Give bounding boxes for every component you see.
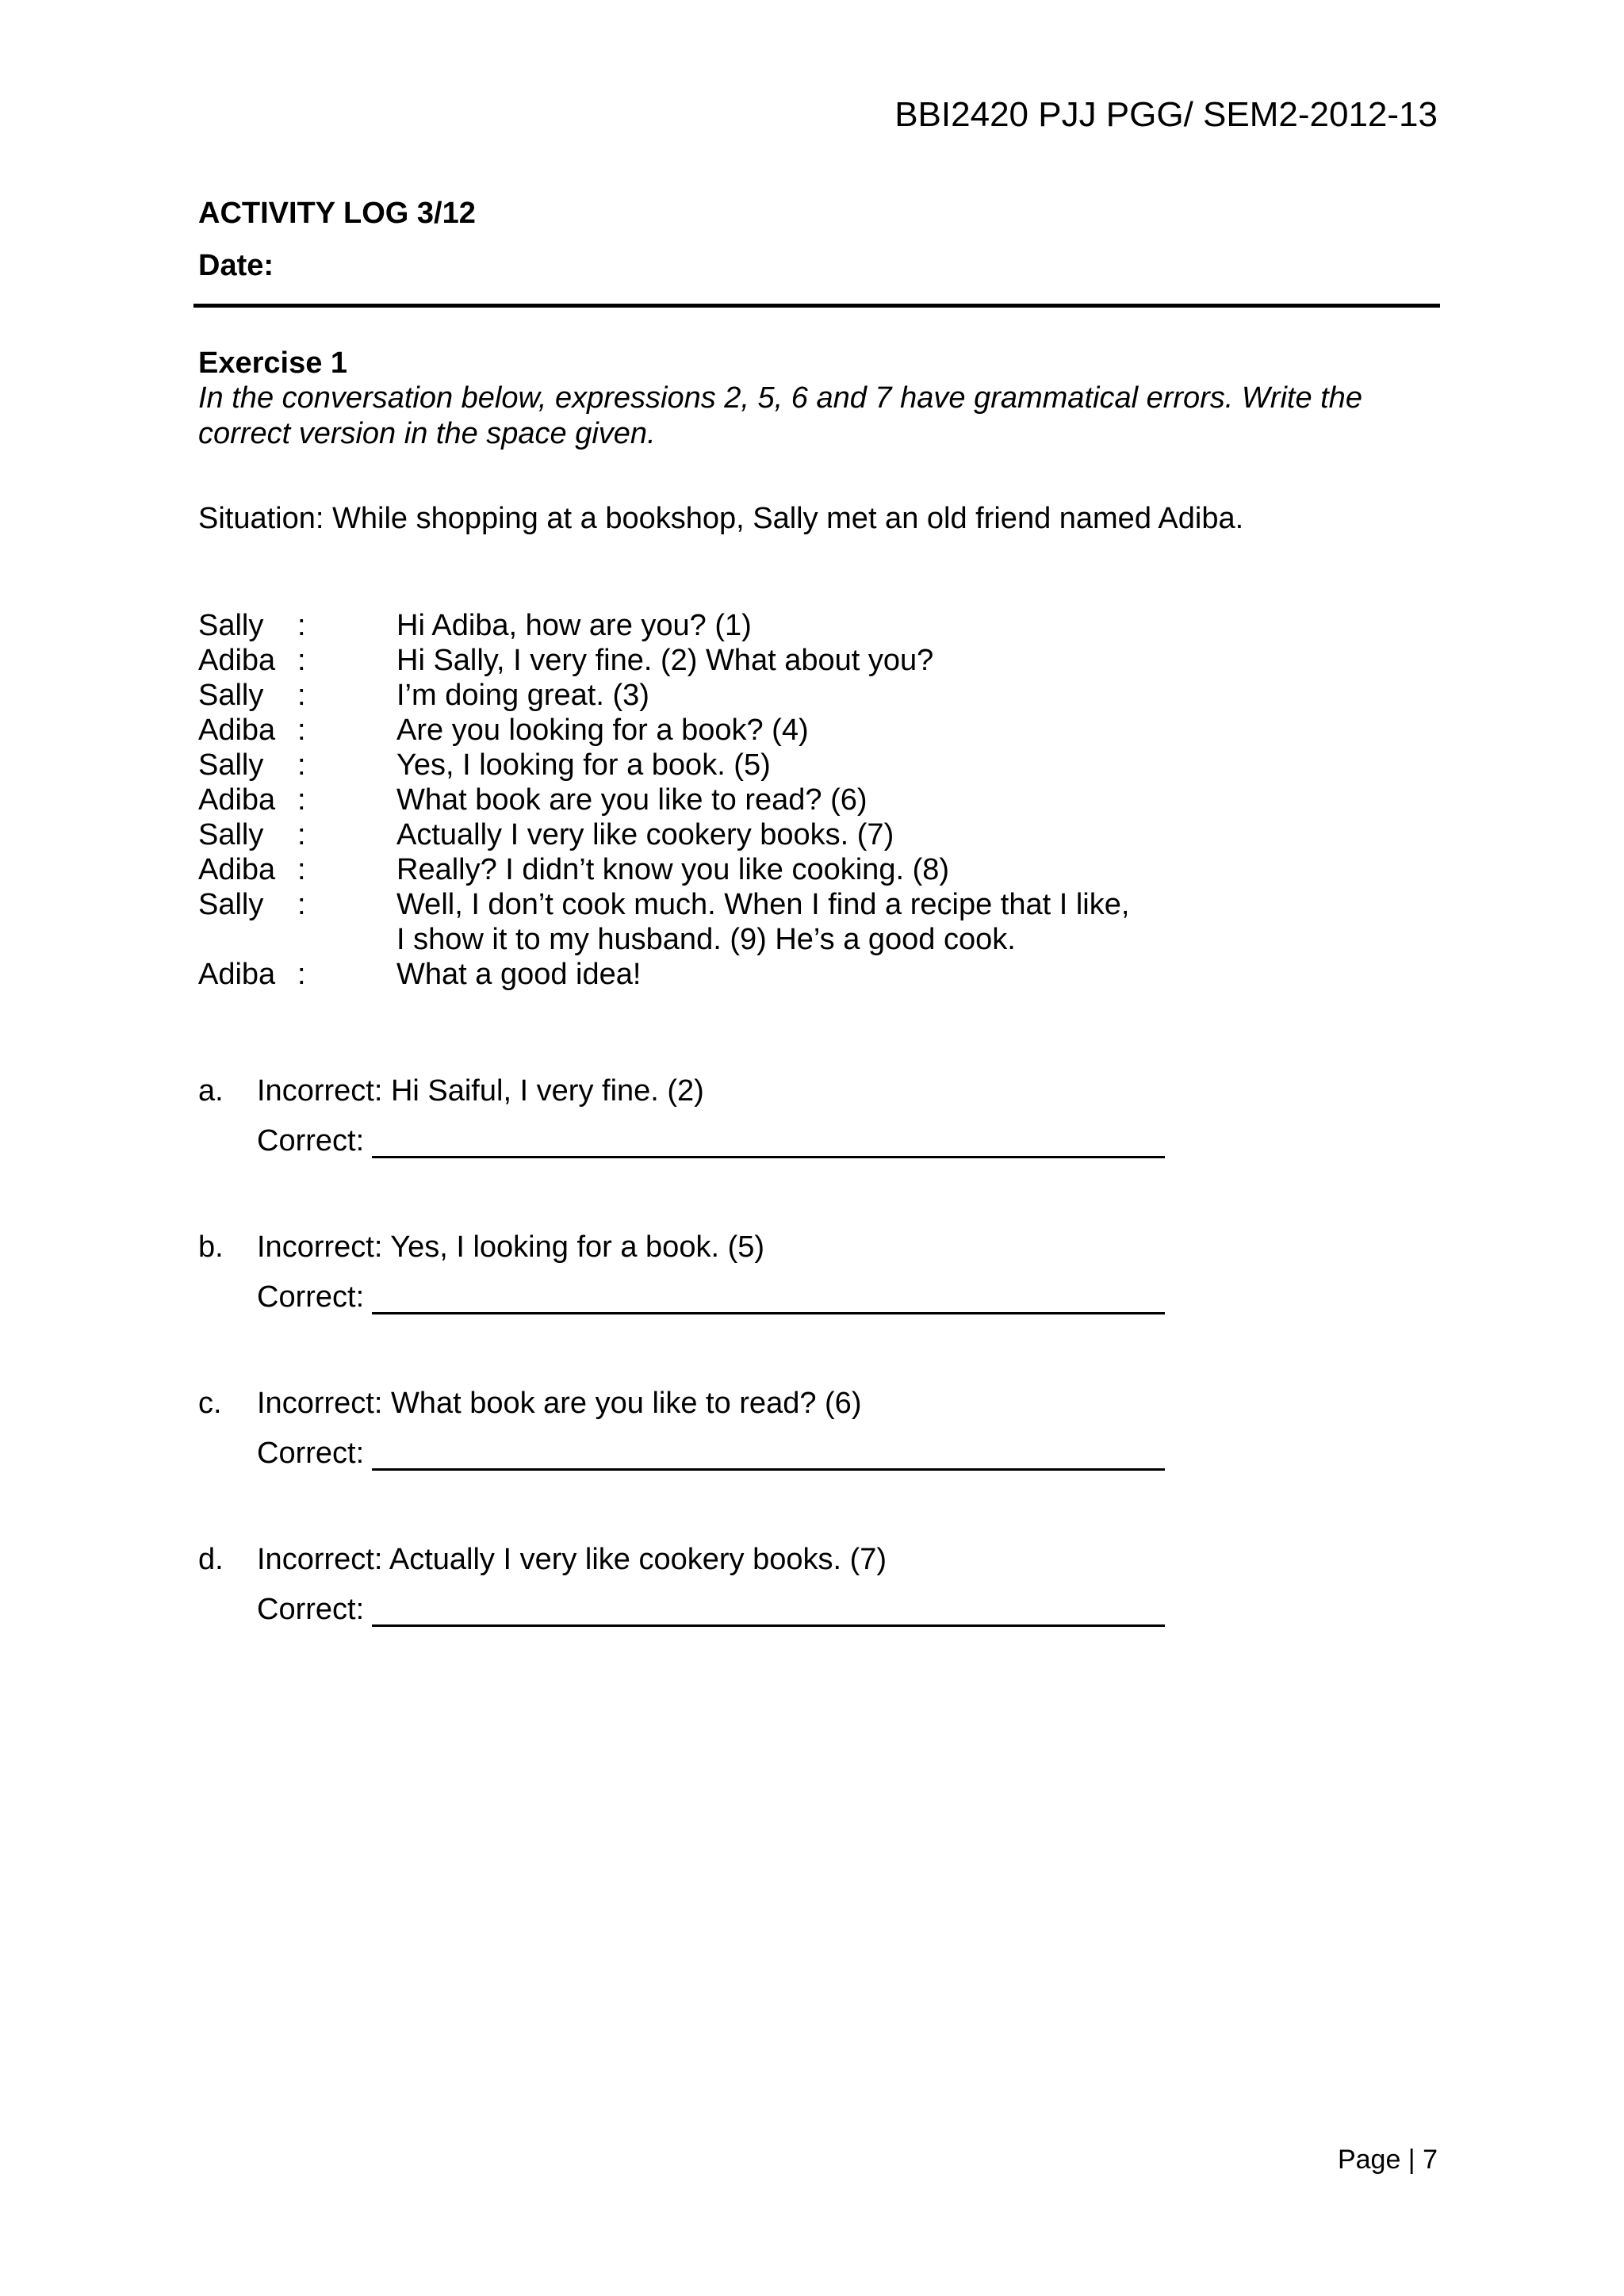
- dialogue-row: [198, 678, 1388, 713]
- dialogue-row: [198, 783, 1388, 817]
- question-d: [198, 1542, 1245, 1627]
- incorrect-text: Incorrect: Hi Saiful, I very fine. (2): [257, 1074, 704, 1108]
- answer-blank[interactable]: [372, 1596, 1165, 1627]
- question-letter: a.: [198, 1074, 224, 1108]
- dialogue-colon: :: [297, 888, 306, 921]
- question-letter: b.: [198, 1230, 224, 1264]
- dialogue-colon: :: [297, 714, 306, 747]
- correct-label: Correct:: [257, 1280, 365, 1314]
- dialogue-speaker: Sally: [198, 818, 264, 851]
- incorrect-text: Incorrect: Yes, I looking for a book. (5): [257, 1230, 765, 1264]
- dialogue-speaker: Adiba: [198, 644, 276, 677]
- dialogue-line: What a good idea!: [396, 958, 642, 991]
- dialogue-line: Yes, I looking for a book. (5): [396, 748, 771, 782]
- correct-label: Correct:: [257, 1593, 365, 1626]
- dialogue-line: Actually I very like cookery books. (7): [396, 818, 894, 851]
- dialogue-line: Hi Adiba, how are you? (1): [396, 609, 752, 642]
- dialogue-row: [198, 887, 1388, 957]
- dialogue-row: [198, 957, 1388, 992]
- dialogue-speaker: Sally: [198, 748, 264, 782]
- question-b: [198, 1230, 1245, 1314]
- dialogue-colon: :: [297, 853, 306, 886]
- incorrect-text: Incorrect: What book are you like to read? (6): [257, 1387, 862, 1420]
- dialogue-colon: :: [297, 958, 306, 991]
- activity-log-title: ACTIVITY LOG 3/12: [198, 197, 476, 230]
- answer-blank[interactable]: [372, 1127, 1165, 1158]
- dialogue-speaker: Adiba: [198, 958, 276, 991]
- dialogue-row: [198, 713, 1388, 748]
- correct-label: Correct:: [257, 1437, 365, 1470]
- situation-text: Situation: While shopping at a bookshop, Sally met an old friend named Adiba.: [198, 502, 1244, 535]
- dialogue-line: Hi Sally, I very fine. (2) What about you?: [396, 644, 934, 677]
- question-a: [198, 1073, 1245, 1158]
- dialogue: [198, 608, 1388, 992]
- dialogue-line: What book are you like to read? (6): [396, 783, 868, 817]
- question-letter: c.: [198, 1387, 222, 1420]
- dialogue-speaker: Sally: [198, 679, 264, 712]
- dialogue-row: [198, 852, 1388, 887]
- dialogue-colon: :: [297, 644, 306, 677]
- dialogue-line: I show it to my husband. (9) He’s a good cook.: [396, 923, 1016, 956]
- dialogue-colon: :: [297, 679, 306, 712]
- course-code-header: BBI2420 PJJ PGG/ SEM2-2012-13: [894, 95, 1438, 134]
- dialogue-line: Are you looking for a book? (4): [396, 714, 809, 747]
- dialogue-colon: :: [297, 748, 306, 782]
- dialogue-speaker: Sally: [198, 609, 264, 642]
- header-divider: [193, 304, 1440, 308]
- dialogue-row: [198, 817, 1388, 852]
- incorrect-text: Incorrect: Actually I very like cookery books. (7): [257, 1543, 887, 1576]
- correct-label: Correct:: [257, 1124, 365, 1158]
- dialogue-line: I’m doing great. (3): [396, 679, 649, 712]
- dialogue-colon: :: [297, 609, 306, 642]
- page-number: Page | 7: [1337, 2145, 1438, 2175]
- dialogue-speaker: Adiba: [198, 783, 276, 817]
- exercise-instructions: In the conversation below, expressions 2, 5, 6 and 7 have grammatical errors. Write the correct version in the space given.: [198, 381, 1362, 450]
- dialogue-row: [198, 608, 1388, 643]
- dialogue-row: [198, 748, 1388, 783]
- answer-blank[interactable]: [372, 1284, 1165, 1314]
- dialogue-speaker: Adiba: [198, 853, 276, 886]
- dialogue-colon: :: [297, 783, 306, 817]
- date-label: Date:: [198, 249, 274, 282]
- dialogue-speaker: Sally: [198, 888, 264, 921]
- dialogue-line: Really? I didn’t know you like cooking. (8): [396, 853, 950, 886]
- dialogue-colon: :: [297, 818, 306, 851]
- dialogue-speaker: Adiba: [198, 714, 276, 747]
- question-letter: d.: [198, 1543, 224, 1576]
- answer-blank[interactable]: [372, 1440, 1165, 1471]
- question-c: [198, 1386, 1245, 1471]
- exercise-title: Exercise 1: [198, 346, 348, 380]
- dialogue-row: [198, 643, 1388, 678]
- dialogue-line: Well, I don’t cook much. When I find a recipe that I like,: [396, 888, 1130, 921]
